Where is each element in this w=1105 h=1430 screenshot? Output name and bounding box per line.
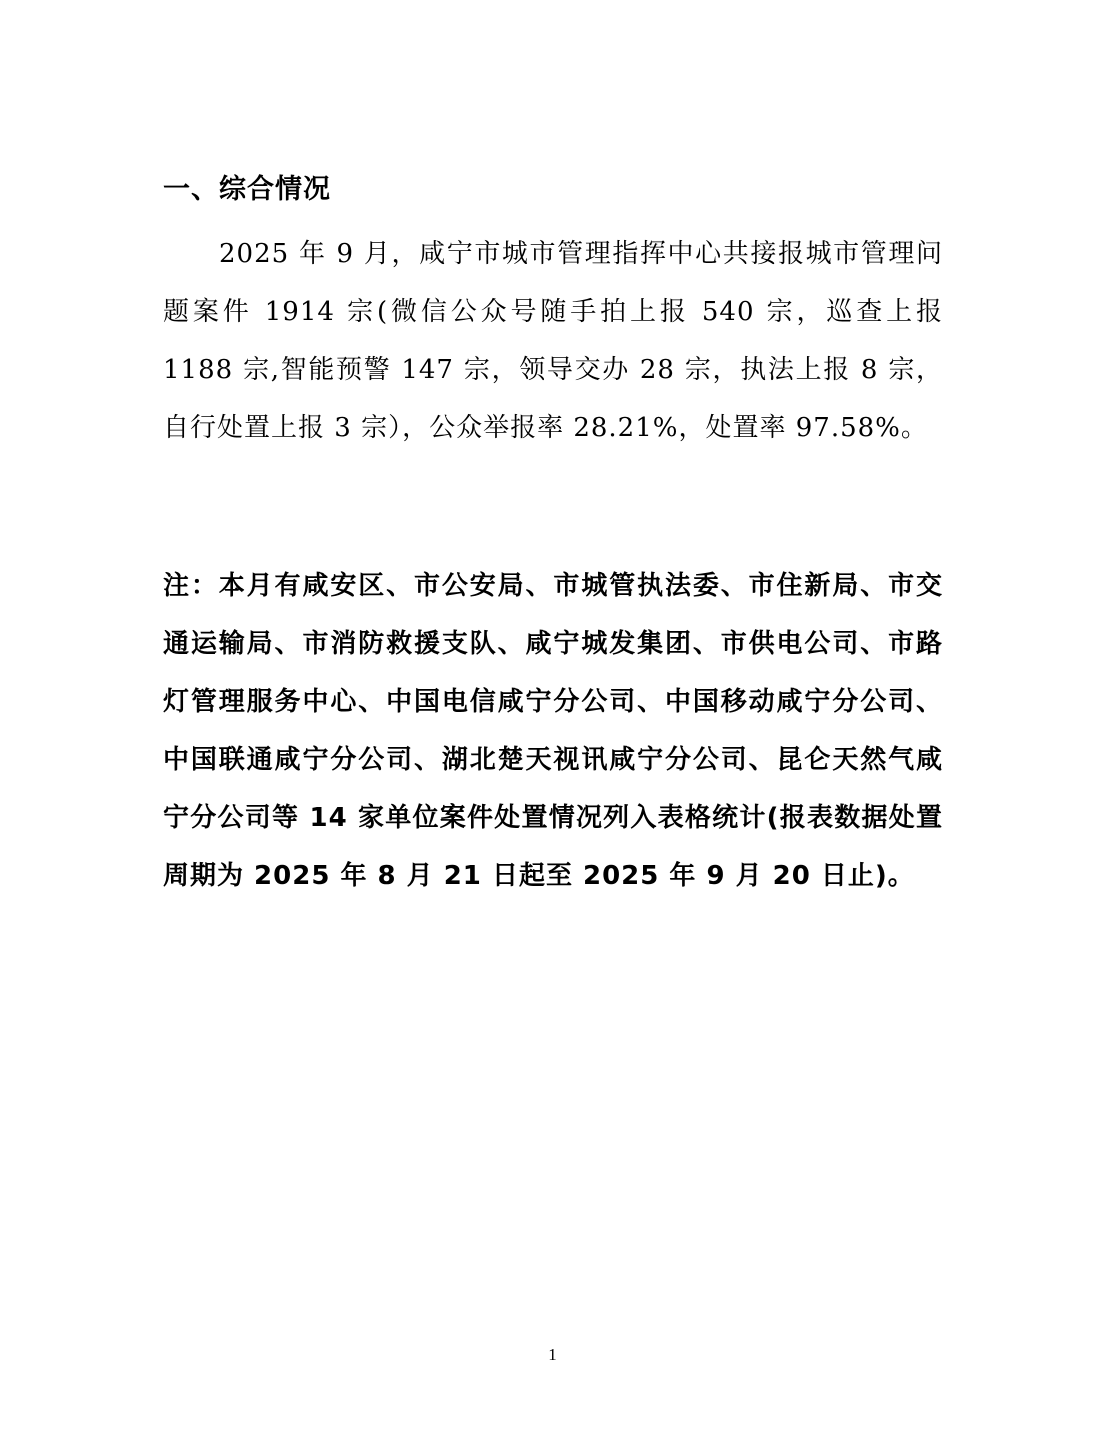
note-paragraph: 注：本月有咸安区、市公安局、市城管执法委、市住新局、市交通运输局、市消防救援支队、咸宁城发集团、市供电公司、市路灯管理服务中心、中国电信咸宁分公司、中国移动咸宁分公司、中国联通咸宁分公司、湖北楚天视讯咸宁分公司、昆仑天然气咸宁分公司等 14 家单位案件处置情况列入表格统计(报表数据处置周期为 2025 年 8 月 21 日起至 2025 年 9 月 20 日止)。 [163, 571, 943, 891]
section-heading: 一、综合情况 [163, 174, 331, 205]
summary-paragraph: 2025 年 9 月，咸宁市城市管理指挥中心共接报城市管理问题案件 1914 宗(微信公众号随手拍上报 540 宗，巡查上报 1188 宗,智能预警 147 宗，领导交办 28 宗，执法上报 8 宗，自行处置上报 3 宗），公众举报率 28.21%，处置率 97.58%。 [163, 239, 943, 443]
page-number: 1 [548, 1345, 557, 1364]
